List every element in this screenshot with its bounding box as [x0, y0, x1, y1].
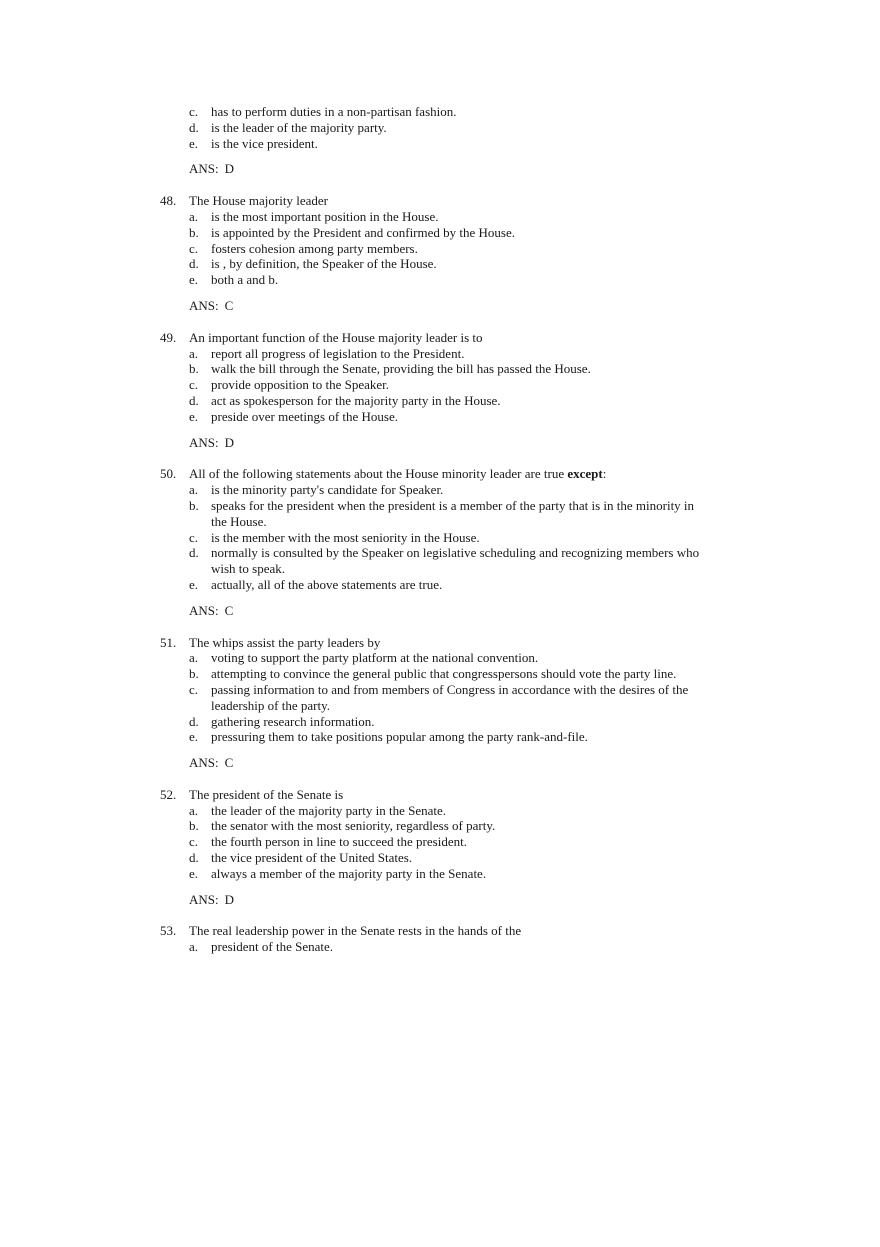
- option-text: report all progress of legislation to the President.: [211, 345, 465, 361]
- option-e: [0, 136, 711, 152]
- answer-value: D: [224, 434, 235, 450]
- option-text: walk the bill through the Senate, providing the bill has passed the House.: [211, 361, 591, 377]
- option-e: [0, 409, 711, 425]
- question-text: The president of the Senate is: [189, 786, 344, 802]
- option-letter: b.: [189, 818, 199, 834]
- option-c: [0, 834, 711, 850]
- question-50: [0, 466, 880, 618]
- option-c: [0, 241, 711, 257]
- option-b: [0, 666, 711, 682]
- option-letter: e.: [189, 272, 199, 288]
- question-number: 50.: [160, 466, 177, 482]
- question-number: 53.: [160, 923, 177, 939]
- option-letter: a.: [189, 939, 199, 955]
- option-c: [0, 530, 711, 546]
- option-a: [0, 482, 711, 498]
- option-letter: d.: [189, 545, 199, 561]
- option-d: [0, 393, 711, 409]
- answer: [0, 161, 880, 177]
- option-a: [0, 650, 711, 666]
- option-letter: a.: [189, 345, 199, 361]
- option-letter: c.: [189, 834, 199, 850]
- option-text: passing information to and from members of Congress in accordance with the desires of the leadership of the party.: [211, 681, 689, 713]
- option-letter: c.: [189, 104, 199, 119]
- question-emphasis: except: [567, 466, 603, 482]
- option-d: [0, 545, 711, 577]
- question-stem: [0, 787, 880, 803]
- answer-label: ANS:: [189, 755, 219, 771]
- option-b: [0, 818, 711, 834]
- option-a: [0, 346, 711, 362]
- option-a: [0, 209, 711, 225]
- option-a: [0, 939, 711, 955]
- option-e: [0, 729, 711, 745]
- option-text: the fourth person in line to succeed the president.: [211, 834, 467, 850]
- option-text: gathering research information.: [211, 713, 375, 729]
- option-text: is , by definition, the Speaker of the House.: [211, 256, 437, 272]
- question-text: All of the following statements about the House minority leader are true: [189, 466, 565, 482]
- option-text: is the leader of the majority party.: [211, 119, 387, 135]
- option-text: provide opposition to the Speaker.: [211, 377, 390, 393]
- question-text: An important function of the House majority leader is to: [189, 329, 483, 345]
- option-d: [0, 714, 711, 730]
- question-stem: [0, 330, 880, 346]
- option-letter: d.: [189, 850, 199, 866]
- option-text: preside over meetings of the House.: [211, 408, 399, 424]
- question-text-end: :: [602, 466, 607, 482]
- answer: [0, 435, 880, 451]
- option-c: [0, 104, 711, 120]
- option-text: has to perform duties in a non-partisan fashion.: [211, 104, 457, 119]
- answer-value: D: [224, 161, 235, 177]
- question-number: 52.: [160, 786, 177, 802]
- option-c: [0, 682, 711, 714]
- question-number: 48.: [160, 193, 177, 209]
- option-b: [0, 225, 711, 241]
- option-text: president of the Senate.: [211, 939, 334, 955]
- option-letter: e.: [189, 135, 199, 151]
- option-e: [0, 272, 711, 288]
- option-letter: d.: [189, 256, 199, 272]
- option-letter: c.: [189, 529, 199, 545]
- option-letter: b.: [189, 361, 199, 377]
- option-text: always a member of the majority party in the Senate.: [211, 865, 487, 881]
- answer: [0, 892, 880, 908]
- option-letter: d.: [189, 713, 199, 729]
- question-49: [0, 330, 880, 451]
- option-letter: a.: [189, 482, 199, 498]
- option-text: is the most important position in the House.: [211, 208, 439, 224]
- option-letter: a.: [189, 802, 199, 818]
- option-letter: b.: [189, 497, 199, 513]
- answer-value: C: [224, 602, 234, 618]
- question-continued: [0, 104, 880, 177]
- question-text: The House majority leader: [189, 193, 328, 209]
- question-text: The real leadership power in the Senate rests in the hands of the: [189, 923, 522, 939]
- answer: [0, 298, 880, 314]
- question-53: [0, 923, 880, 955]
- option-text: the senator with the most seniority, regardless of party.: [211, 818, 496, 834]
- question-stem: [0, 466, 880, 482]
- question-number: 49.: [160, 329, 177, 345]
- question-stem: [0, 193, 880, 209]
- option-letter: e.: [189, 576, 199, 592]
- question-stem: [0, 923, 880, 939]
- option-text: fosters cohesion among party members.: [211, 240, 418, 256]
- option-letter: e.: [189, 408, 199, 424]
- question-52: [0, 787, 880, 908]
- answer: [0, 603, 880, 619]
- answer-value: D: [224, 891, 235, 907]
- answer-value: C: [224, 755, 234, 771]
- option-letter: a.: [189, 208, 199, 224]
- answer-label: ANS:: [189, 891, 219, 907]
- option-d: [0, 850, 711, 866]
- answer-value: C: [224, 297, 234, 313]
- option-letter: e.: [189, 865, 199, 881]
- question-48: [0, 193, 880, 314]
- document-page: [0, 104, 880, 955]
- option-text: voting to support the party platform at the national convention.: [211, 650, 539, 666]
- option-letter: c.: [189, 240, 199, 256]
- option-text: pressuring them to take positions popular among the party rank-and-file.: [211, 729, 588, 745]
- option-text: the vice president of the United States.: [211, 850, 413, 866]
- question-51: [0, 635, 880, 771]
- option-letter: b.: [189, 224, 199, 240]
- option-text: attempting to convince the general public that congresspersons should vote the party line.: [211, 666, 677, 682]
- answer-label: ANS:: [189, 161, 219, 177]
- option-text: normally is consulted by the Speaker on legislative scheduling and recognizing members who wish to speak.: [211, 545, 700, 577]
- option-b: [0, 361, 711, 377]
- question-stem: [0, 635, 880, 651]
- option-text: is the vice president.: [211, 135, 318, 151]
- option-text: both a and b.: [211, 272, 279, 288]
- option-letter: d.: [189, 119, 199, 135]
- answer-label: ANS:: [189, 602, 219, 618]
- option-letter: c.: [189, 681, 199, 697]
- option-e: [0, 866, 711, 882]
- option-d: [0, 120, 711, 136]
- question-text: The whips assist the party leaders by: [189, 634, 381, 650]
- option-letter: c.: [189, 377, 199, 393]
- option-text: is the minority party's candidate for Speaker.: [211, 482, 444, 498]
- option-letter: a.: [189, 650, 199, 666]
- option-a: [0, 803, 711, 819]
- answer: [0, 755, 880, 771]
- option-text: actually, all of the above statements are true.: [211, 576, 443, 592]
- option-c: [0, 377, 711, 393]
- option-text: is appointed by the President and confirmed by the House.: [211, 224, 515, 240]
- option-letter: d.: [189, 392, 199, 408]
- option-text: speaks for the president when the president is a member of the party that is in the minority in the House.: [211, 497, 695, 529]
- option-letter: e.: [189, 729, 199, 745]
- option-b: [0, 498, 711, 530]
- option-letter: b.: [189, 666, 199, 682]
- question-number: 51.: [160, 634, 177, 650]
- option-text: the leader of the majority party in the Senate.: [211, 802, 446, 818]
- answer-label: ANS:: [189, 297, 219, 313]
- option-text: is the member with the most seniority in the House.: [211, 529, 480, 545]
- option-e: [0, 577, 711, 593]
- option-d: [0, 256, 711, 272]
- option-text: act as spokesperson for the majority party in the House.: [211, 392, 501, 408]
- answer-label: ANS:: [189, 434, 219, 450]
